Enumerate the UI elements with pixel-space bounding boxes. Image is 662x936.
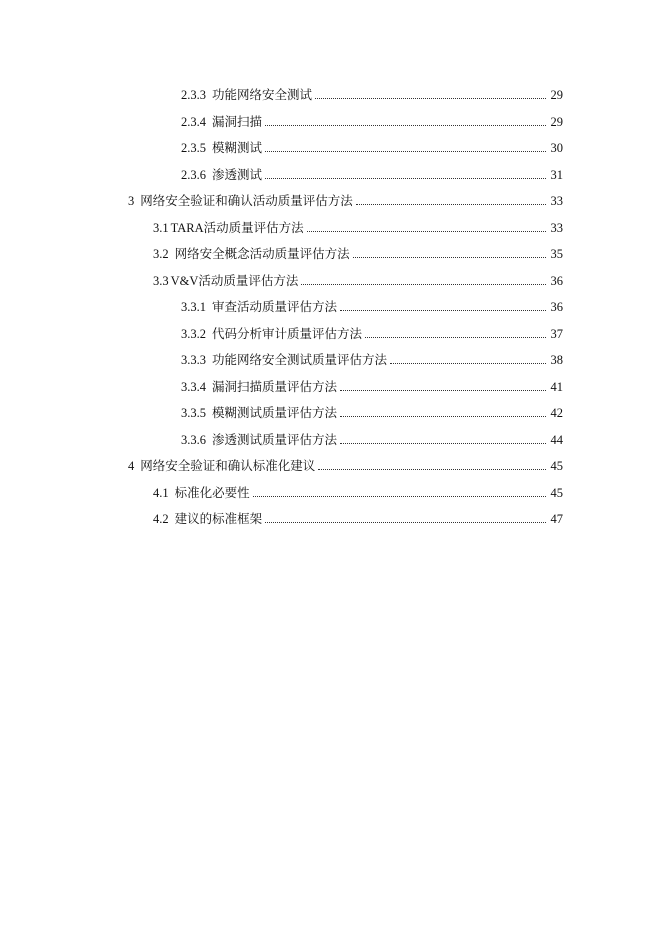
toc-entry[interactable] [181, 294, 563, 316]
toc-dot-leader [315, 97, 546, 99]
toc-dot-leader [340, 309, 546, 311]
toc-entry-number: 3.3.5 [181, 406, 206, 420]
toc-entry-title: TARA活动质量评估方法 [170, 220, 304, 235]
toc-entry-title: 渗透测试 [212, 167, 263, 182]
toc-dot-leader [253, 495, 546, 497]
toc-entry-page: 44 [550, 432, 563, 447]
toc-entry-page: 29 [550, 114, 563, 129]
toc-dot-leader [307, 230, 546, 232]
toc-entry-page: 45 [550, 459, 563, 473]
toc-entry-number: 4.1 [153, 485, 169, 500]
toc-entry-number: 3.1 [153, 220, 169, 235]
toc-entry-title: 功能网络安全测试 [212, 88, 313, 102]
toc-entry-title: 功能网络安全测试质量评估方法 [212, 353, 388, 367]
toc-entry-title: 网络安全验证和确认标准化建议 [140, 459, 316, 473]
toc-entry-page: 38 [550, 353, 563, 367]
toc-entry-page: 29 [550, 88, 563, 102]
toc-entry-page: 31 [550, 167, 563, 182]
toc-entry[interactable] [128, 188, 563, 210]
toc-entry-page: 37 [550, 326, 563, 341]
toc-dot-leader [340, 442, 546, 444]
toc-entry-number: 3.3.1 [181, 300, 206, 314]
toc-entry-number: 4 [128, 459, 135, 473]
toc-dot-leader [390, 362, 546, 364]
toc-entry-page: 33 [550, 220, 563, 235]
toc-entry[interactable] [181, 427, 563, 449]
toc-entry-title: 建议的标准框架 [174, 512, 263, 526]
toc-dot-leader [265, 177, 546, 179]
toc-entry-number: 2.3.6 [181, 167, 206, 182]
toc-dot-leader [365, 336, 546, 338]
toc-entry-page: 47 [550, 512, 563, 526]
toc-dot-leader [265, 521, 546, 523]
toc-entry-number: 3.3.6 [181, 432, 206, 447]
toc-entry[interactable] [181, 162, 563, 184]
toc-entry[interactable] [153, 506, 563, 528]
toc-entry-number: 4.2 [153, 512, 169, 526]
toc-entry-page: 35 [550, 247, 563, 261]
toc-entry-title: 网络安全验证和确认活动质量评估方法 [140, 194, 353, 208]
toc-dot-leader [340, 415, 546, 417]
toc-entry-title: 模糊测试质量评估方法 [212, 406, 338, 420]
toc-entry-number: 3 [128, 194, 135, 208]
toc-dot-leader [301, 283, 546, 285]
toc-entry-number: 3.2 [153, 247, 169, 261]
toc-entry-title: 渗透测试质量评估方法 [212, 432, 338, 447]
toc-entry-title: V&V活动质量评估方法 [170, 273, 299, 288]
toc-entry[interactable] [153, 215, 563, 237]
toc-entry-number: 2.3.4 [181, 114, 206, 129]
toc-entry-number: 2.3.5 [181, 141, 206, 155]
toc-entry-number: 3.3.4 [181, 379, 206, 394]
toc-entry[interactable] [181, 321, 563, 343]
toc-entry-page: 36 [550, 300, 563, 314]
toc-entry-page: 33 [550, 194, 563, 208]
toc-entry-number: 3.3 [153, 273, 169, 288]
toc-entry[interactable] [153, 268, 563, 290]
toc-entry-page: 42 [550, 406, 563, 420]
toc-entry[interactable] [181, 347, 563, 369]
toc-entry[interactable] [181, 400, 563, 422]
toc-entry-page: 36 [550, 273, 563, 288]
toc-entry-title: 网络安全概念活动质量评估方法 [174, 247, 350, 261]
toc-entry-page: 41 [550, 379, 563, 394]
toc-entry-title: 漏洞扫描质量评估方法 [212, 379, 338, 394]
toc-entry-title: 审查活动质量评估方法 [212, 300, 338, 314]
toc-entry-title: 漏洞扫描 [212, 114, 263, 129]
toc-entry-title: 标准化必要性 [174, 485, 250, 500]
toc-entry-page: 45 [550, 485, 563, 500]
toc-dot-leader [318, 468, 546, 470]
toc-entry-title: 代码分析审计质量评估方法 [212, 326, 363, 341]
toc-entry[interactable] [128, 453, 563, 475]
toc-entry[interactable] [181, 374, 563, 396]
toc-entry[interactable] [153, 241, 563, 263]
toc-dot-leader [265, 124, 546, 126]
toc-entry[interactable] [181, 109, 563, 131]
toc-entry-number: 2.3.3 [181, 88, 206, 102]
toc-entry-page: 30 [550, 141, 563, 155]
toc-entry[interactable] [153, 480, 563, 502]
toc-entry-number: 3.3.3 [181, 353, 206, 367]
toc-dot-leader [353, 256, 546, 258]
toc-dot-leader [265, 150, 546, 152]
toc-entry-number: 3.3.2 [181, 326, 206, 341]
toc-entry[interactable] [181, 135, 563, 157]
toc-dot-leader [356, 203, 546, 205]
toc-entry-title: 模糊测试 [212, 141, 263, 155]
toc-entry[interactable] [181, 82, 563, 104]
toc-dot-leader [340, 389, 546, 391]
